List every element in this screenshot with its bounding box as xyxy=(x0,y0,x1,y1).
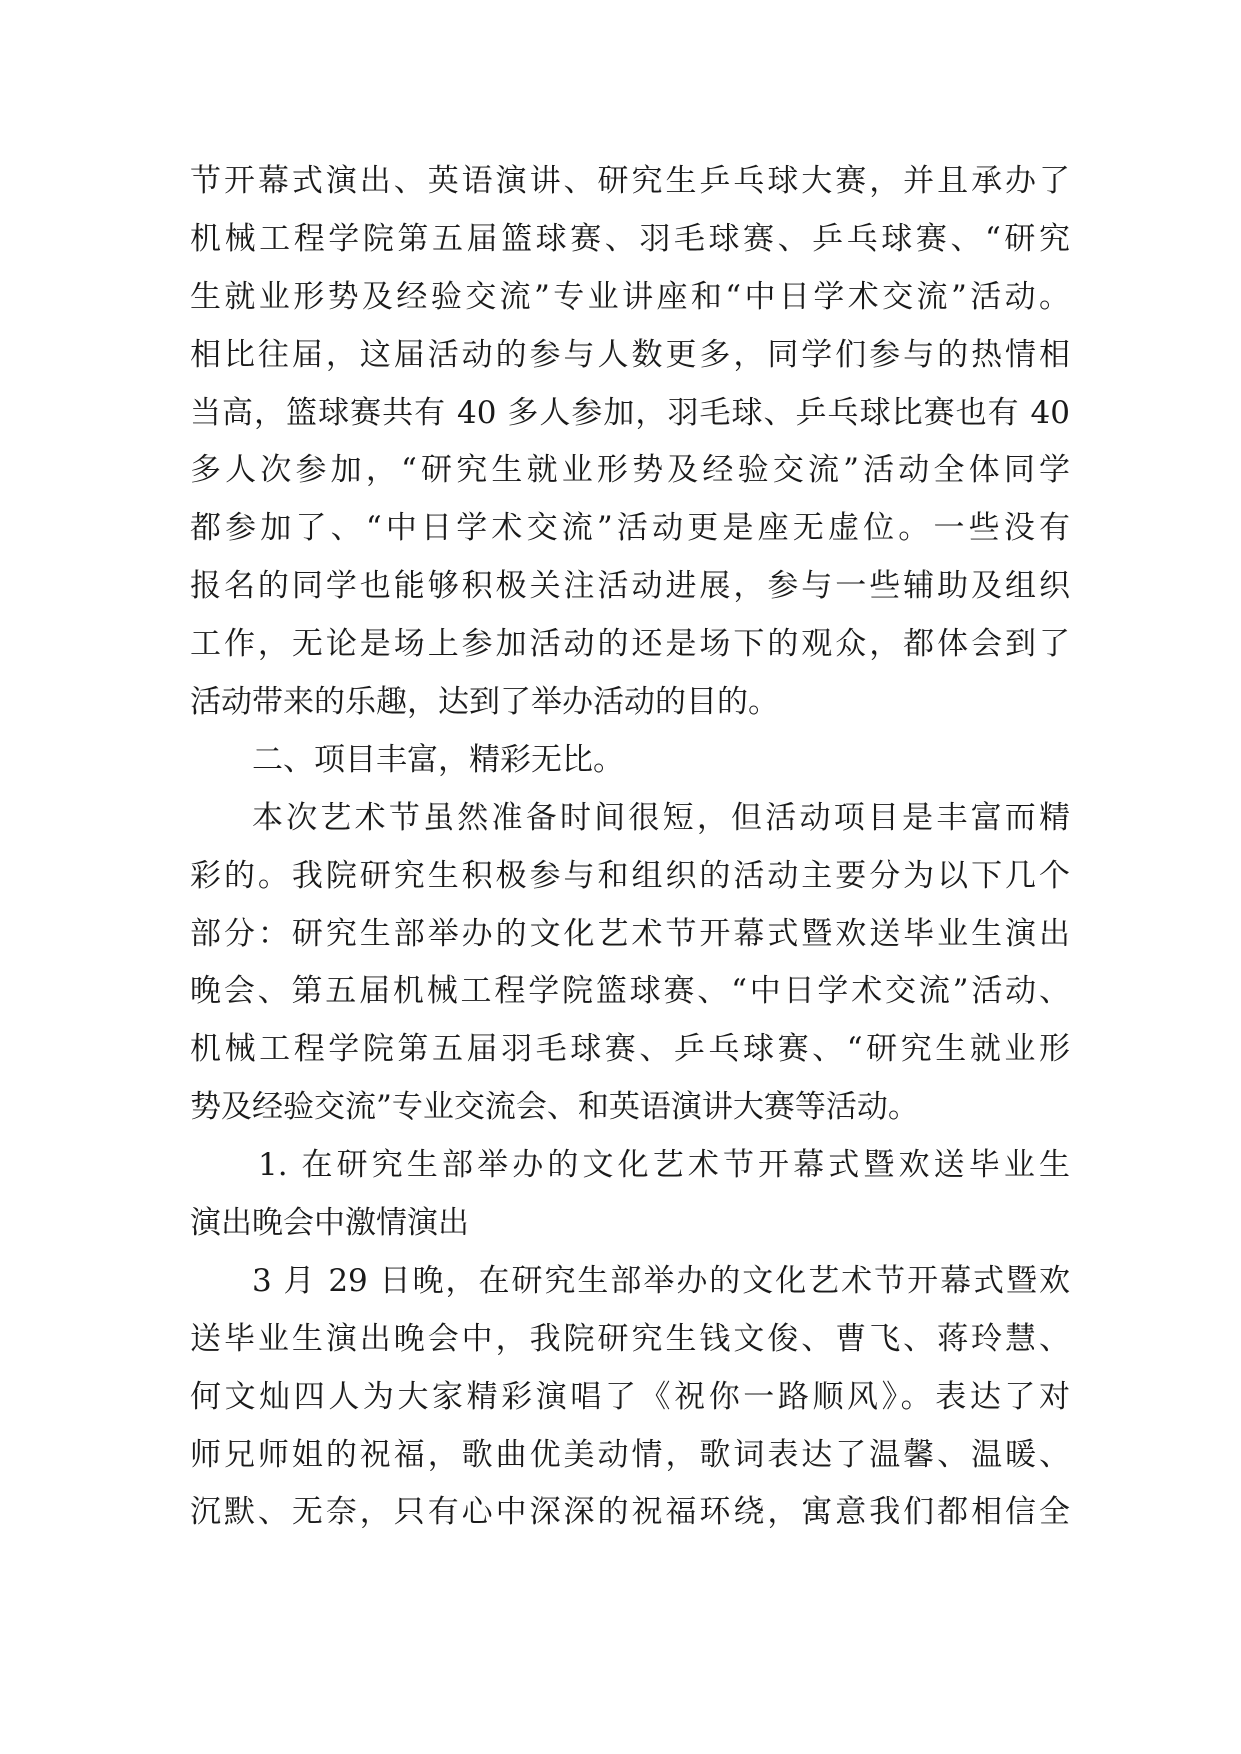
paragraph-line: 何文灿四人为大家精彩演唱了《祝你一路顺风》。表达了对 xyxy=(190,1378,1070,1415)
paragraph-line: 彩的。我院研究生积极参与和组织的活动主要分为以下几个 xyxy=(190,857,1070,894)
paragraph-line: 活动带来的乐趣，达到了举办活动的目的。 xyxy=(190,684,779,721)
paragraph-line: 相比往届，这届活动的参与人数更多，同学们参与的热情相 xyxy=(190,336,1070,373)
paragraph-line: 本次艺术节虽然准备时间很短，但活动项目是丰富而精 xyxy=(252,799,1070,836)
paragraph-line: 都参加了、“中日学术交流”活动更是座无虚位。一些没有 xyxy=(190,510,1070,547)
paragraph-line: 送毕业生演出晚会中，我院研究生钱文俊、曹飞、蒋玲慧、 xyxy=(190,1320,1070,1357)
paragraph-line: 多人次参加，“研究生就业形势及经验交流”活动全体同学 xyxy=(190,452,1070,489)
paragraph-line: 沉默、无奈，只有心中深深的祝福环绕，寓意我们都相信全 xyxy=(190,1494,1070,1531)
subsection-heading-continued: 演出晚会中激情演出 xyxy=(190,1205,469,1242)
subsection-heading: 1. 在研究生部举办的文化艺术节开幕式暨欢送毕业生 xyxy=(258,1147,1070,1184)
paragraph-line: 晚会、第五届机械工程学院篮球赛、“中日学术交流”活动、 xyxy=(190,973,1070,1010)
paragraph-line: 师兄师姐的祝福，歌曲优美动情，歌词表达了温馨、温暖、 xyxy=(190,1436,1070,1473)
paragraph-line: 生就业形势及经验交流”专业讲座和“中日学术交流”活动。 xyxy=(190,278,1070,315)
paragraph-line: 节开幕式演出、英语演讲、研究生乒乓球大赛，并且承办了 xyxy=(190,163,1070,199)
paragraph-line: 部分：研究生部举办的文化艺术节开幕式暨欢送毕业生演出 xyxy=(190,915,1070,952)
section-heading: 二、项目丰富，精彩无比。 xyxy=(252,741,624,778)
paragraph-line: 3 月 29 日晚，在研究生部举办的文化艺术节开幕式暨欢 xyxy=(252,1262,1070,1299)
paragraph-line: 势及经验交流”专业交流会、和英语演讲大赛等活动。 xyxy=(190,1089,919,1126)
paragraph-line: 机械工程学院第五届篮球赛、羽毛球赛、乒乓球赛、“研究 xyxy=(190,220,1070,257)
paragraph-line: 当高，篮球赛共有 40 多人参加，羽毛球、乒乓球比赛也有 40 xyxy=(190,394,1070,431)
paragraph-line: 工作，无论是场上参加活动的还是场下的观众，都体会到了 xyxy=(190,626,1070,663)
paragraph-line: 机械工程学院第五届羽毛球赛、乒乓球赛、“研究生就业形 xyxy=(190,1031,1070,1068)
paragraph-line: 报名的同学也能够积极关注活动进展，参与一些辅助及组织 xyxy=(190,568,1070,605)
body-text xyxy=(190,163,1070,1552)
